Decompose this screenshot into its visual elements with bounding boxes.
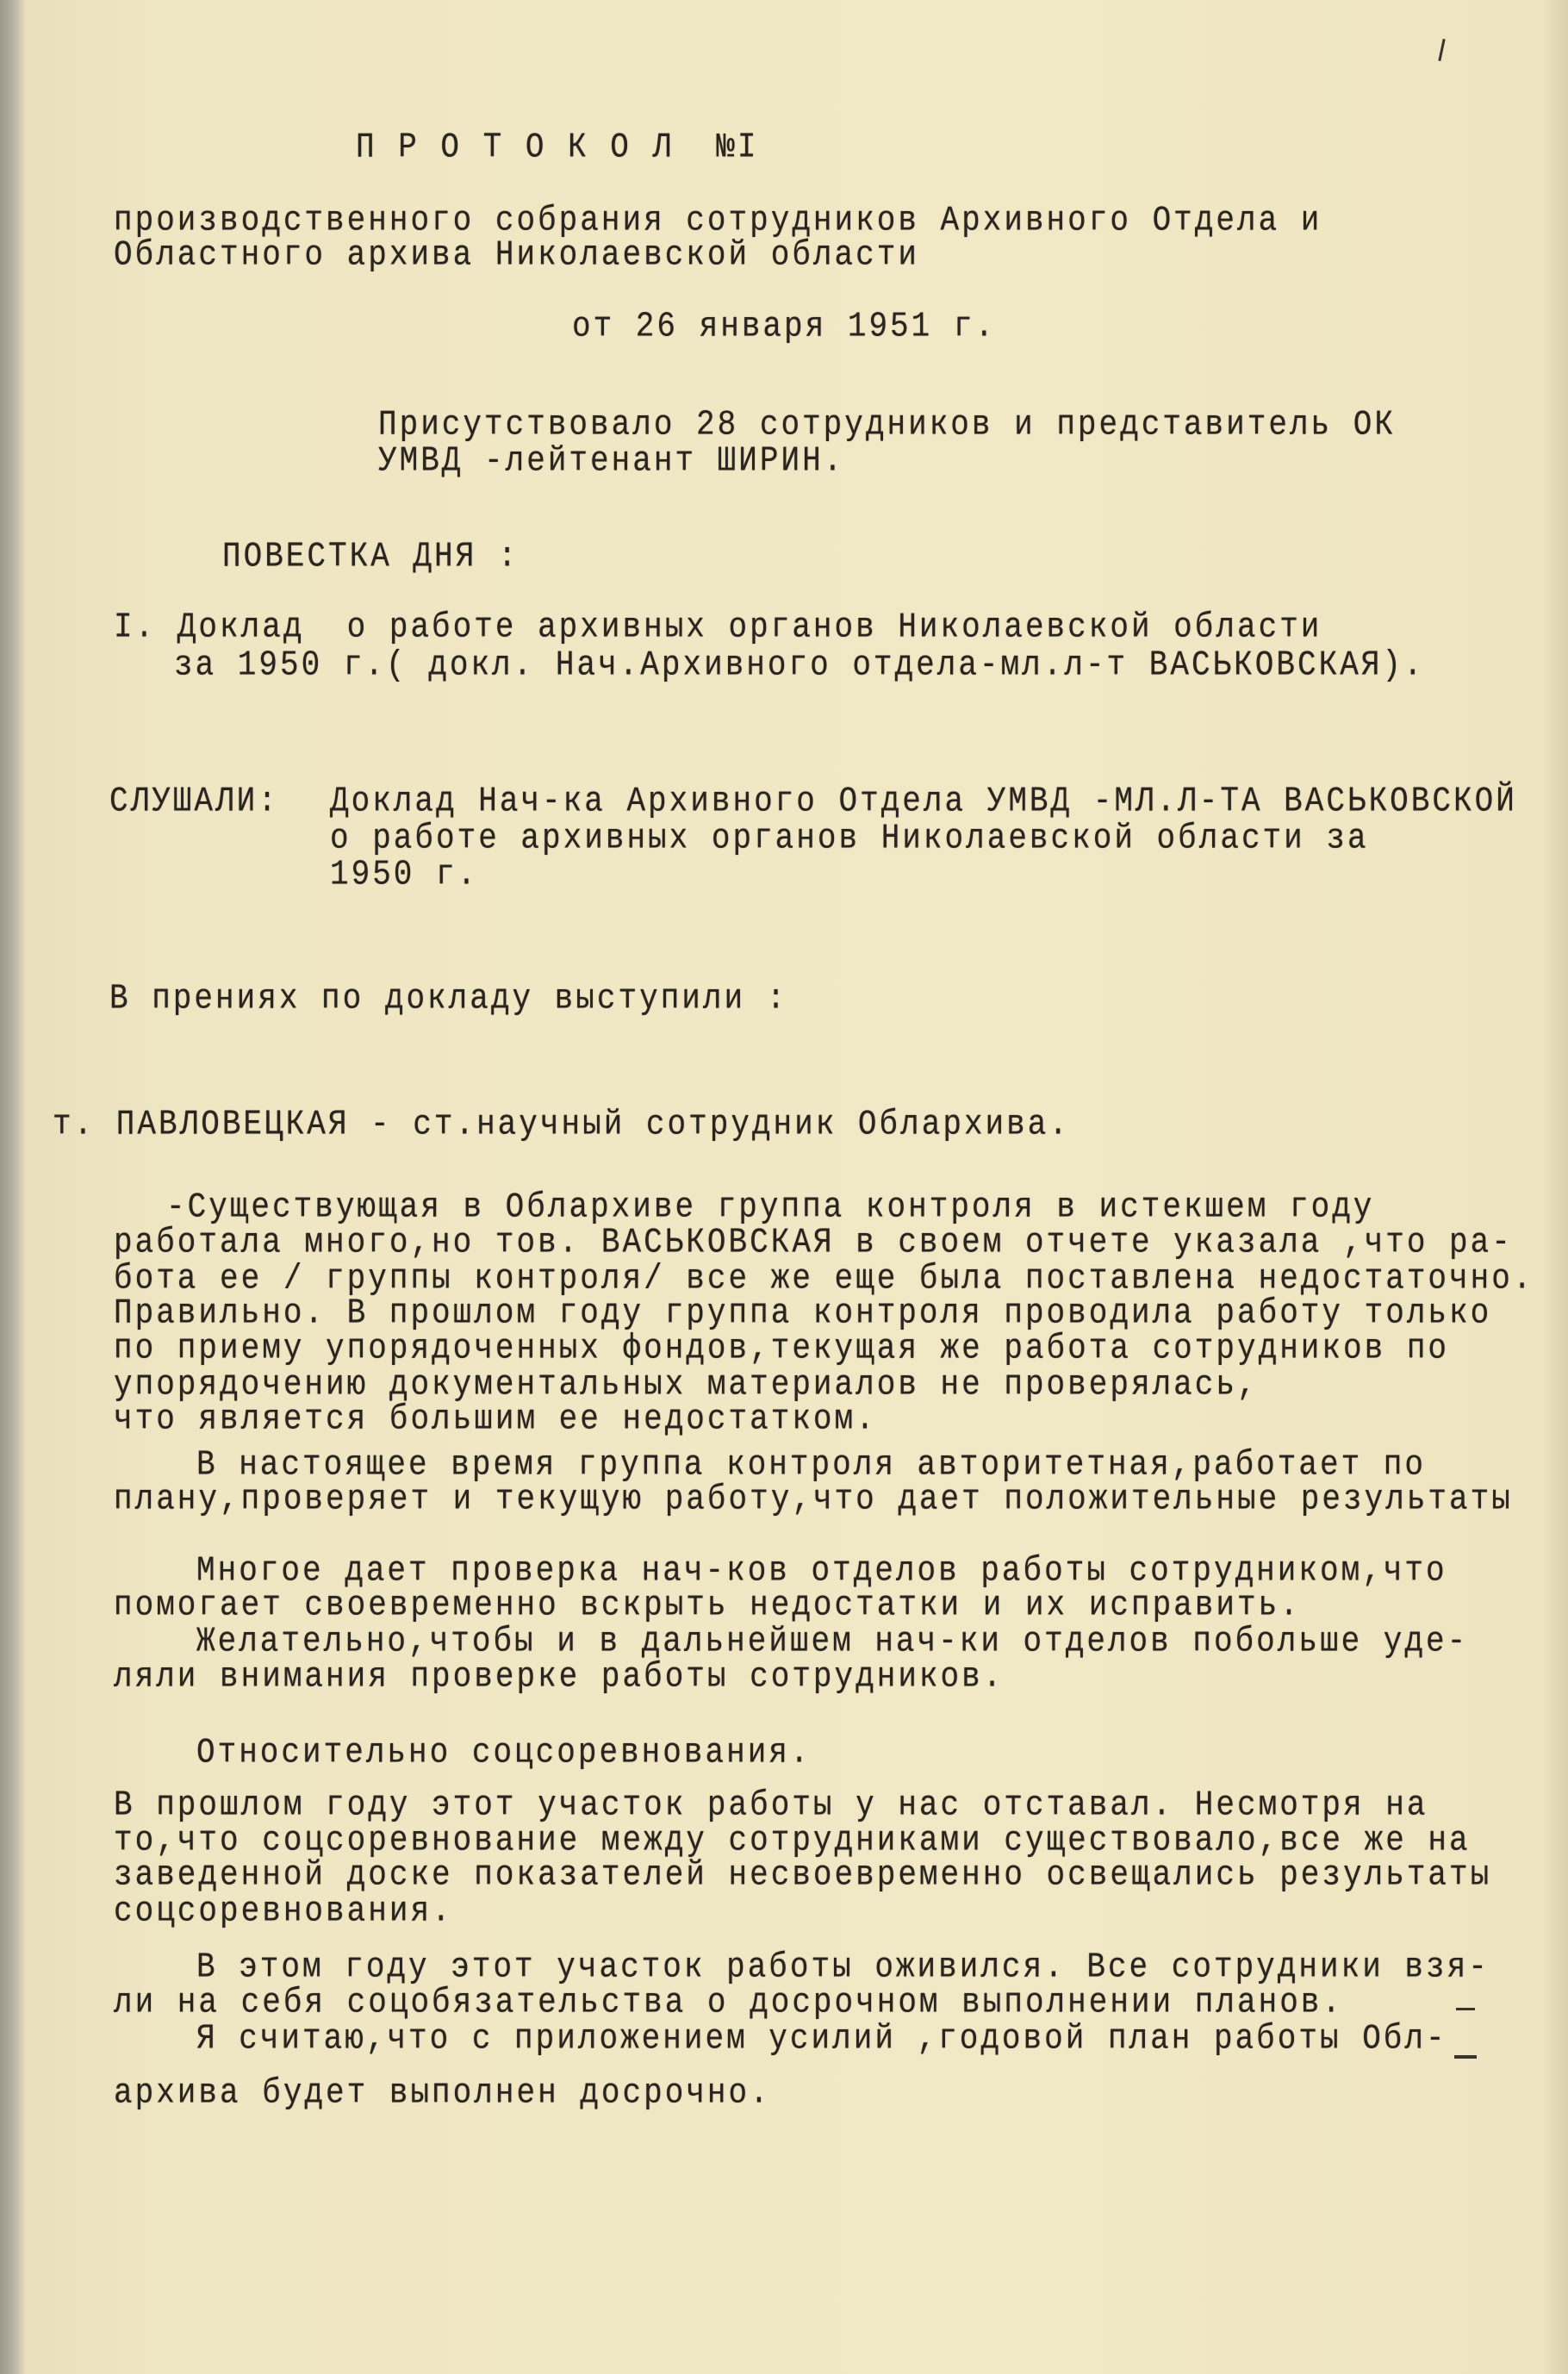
speech-line: по приему упорядоченных фондов,текущая же работа сотрудников по bbox=[114, 1328, 1450, 1368]
speech-line: работала много,но тов. ВАСЬКОВСКАЯ в своем отчете указала ,что ра- bbox=[114, 1222, 1513, 1262]
speech-line: заведенной доске показателей несвоевременно освещались результаты bbox=[114, 1854, 1492, 1895]
pencil-mark bbox=[1438, 39, 1445, 61]
heard-label: СЛУШАЛИ: bbox=[109, 781, 279, 821]
document-date: от 26 января 1951 г. bbox=[572, 306, 997, 346]
speech-line: ли на себя соцобязательства о досрочном выполнении планов. bbox=[114, 1982, 1344, 2022]
heard-line: о работе архивных органов Николаевской области за bbox=[330, 818, 1369, 858]
speaker-line: т. ПАВЛОВЕЦКАЯ - ст.научный сотрудник Облархива. bbox=[53, 1104, 1070, 1144]
heard-line: 1950 г. bbox=[330, 854, 479, 894]
document-title: П Р О Т О К О Л №I bbox=[356, 127, 759, 167]
attendance-line: УМВД -лейтенант ШИРИН. bbox=[378, 440, 845, 481]
debate-intro: В прениях по докладу выступили : bbox=[109, 978, 788, 1019]
speech-line: В настоящее время группа контроля авторитетная,работает по bbox=[196, 1444, 1427, 1485]
agenda-heading: ПОВЕСТКА ДНЯ : bbox=[222, 536, 520, 576]
attendance-line: Присутствовало 28 сотрудников и представитель ОК bbox=[378, 404, 1396, 445]
speech-line: архива будет выполнен досрочно. bbox=[114, 2072, 771, 2113]
speech-line: В этом году этот участок работы оживился. Все сотрудники взя- bbox=[196, 1947, 1490, 1987]
speech-line: что является большим ее недостатком. bbox=[114, 1399, 877, 1439]
section-heading: Относительно соцсоревнования. bbox=[196, 1732, 812, 1773]
speech-line: -Существующая в Облархиве группа контроля в истекшем году bbox=[166, 1187, 1375, 1227]
speech-line: бота ее / группы контроля/ все же еще была поставлена недостаточно. bbox=[114, 1258, 1534, 1299]
speech-line: Правильно. В прошлом году группа контроля проводила работу только bbox=[114, 1293, 1492, 1333]
margin-mark bbox=[1454, 2055, 1477, 2059]
subtitle-line: Областного архива Николаевской области bbox=[114, 234, 919, 275]
speech-line: Я считаю,что с приложением усилий ,годовой план работы Обл- bbox=[196, 2018, 1447, 2059]
speech-line: В прошлом году этот участок работы у нас отставал. Несмотря на bbox=[114, 1785, 1428, 1825]
speech-line: соцсоревнования. bbox=[114, 1891, 453, 1931]
speech-line: плану,проверяет и текущую работу,что дает положительные результаты bbox=[114, 1479, 1513, 1519]
agenda-item: за 1950 г.( докл. Нач.Архивного отдела-мл.л-т ВАСЬКОВСКАЯ). bbox=[174, 645, 1425, 685]
heard-line: Доклад Нач-ка Архивного Отдела УМВД -МЛ.Л-ТА ВАСЬКОВСКОЙ bbox=[330, 781, 1517, 821]
speech-line: то,что соцсоревнование между сотрудниками существовало,все же на bbox=[114, 1820, 1471, 1860]
speech-line: ляли внимания проверке работы сотрудников. bbox=[114, 1656, 1005, 1697]
speech-line: помогает своевременно вскрыть недостатки и их исправить. bbox=[114, 1585, 1301, 1625]
speech-line: Многое дает проверка нач-ков отделов работы сотрудником,что bbox=[196, 1550, 1447, 1591]
speech-line: упорядочению документальных материалов не проверялась, bbox=[114, 1364, 1259, 1405]
agenda-item: I. Доклад о работе архивных органов Николаевской области bbox=[114, 607, 1322, 647]
speech-line: Желательно,чтобы и в дальнейшем нач-ки отделов побольше уде- bbox=[196, 1621, 1469, 1661]
subtitle-line: производственного собрания сотрудников Архивного Отдела и bbox=[114, 200, 1322, 240]
margin-mark bbox=[1456, 2008, 1475, 2010]
